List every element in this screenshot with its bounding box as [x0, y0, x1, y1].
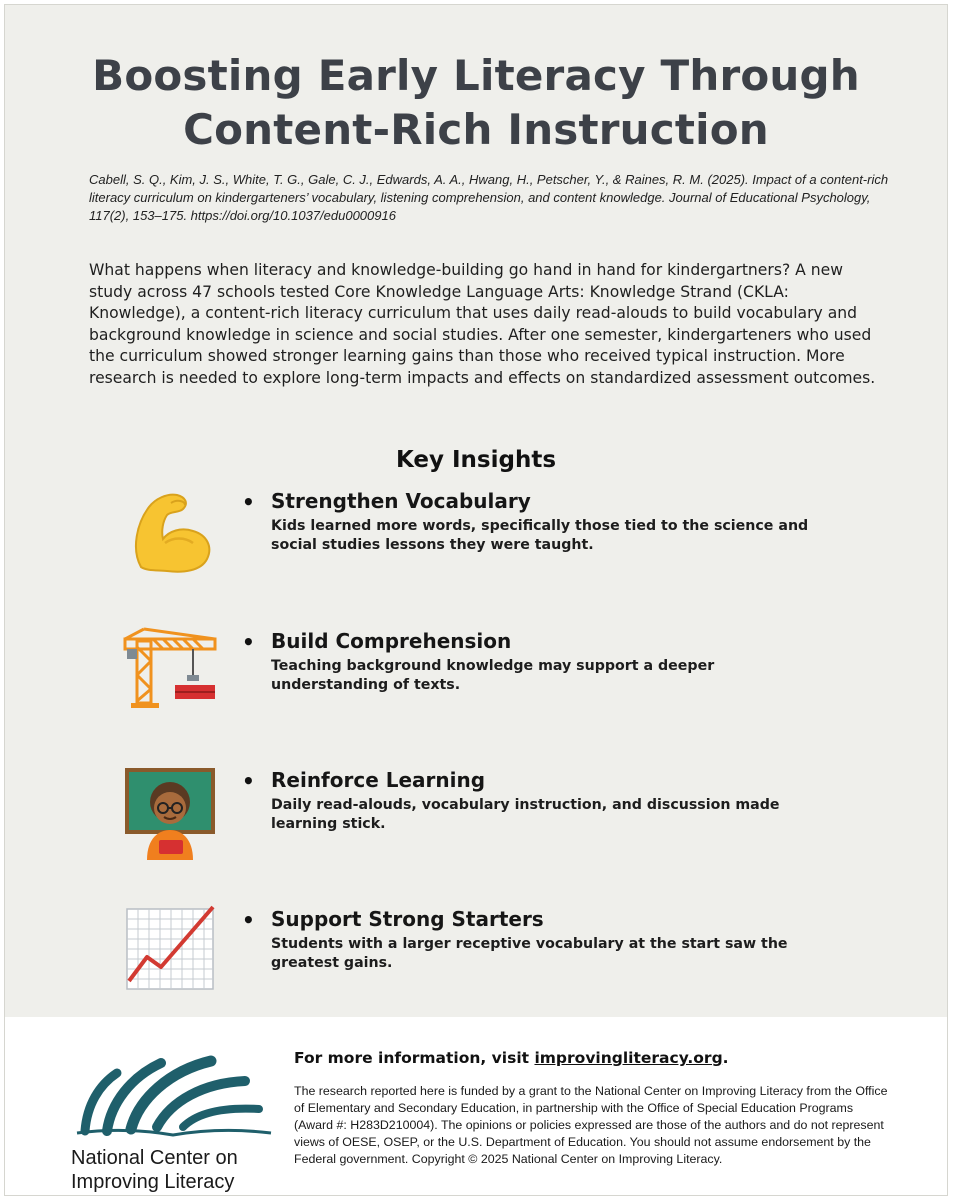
insight-description: Students with a larger receptive vocabulary at the start saw the greatest gains. [271, 936, 788, 971]
bullet: • [242, 908, 255, 932]
construction-crane-icon [123, 627, 217, 721]
more-info-suffix: . [722, 1049, 729, 1067]
insight-heading: Build Comprehension [271, 629, 512, 653]
ncil-logo [67, 1047, 277, 1197]
infographic-page [4, 4, 948, 1196]
more-info-prefix: For more information, visit [294, 1049, 530, 1067]
logo-text-line-2: Improving Literacy [71, 1171, 235, 1193]
footer [5, 1017, 947, 1195]
bullet: • [242, 490, 255, 514]
key-insights-heading: Key Insights [395, 447, 557, 473]
teacher-icon [123, 766, 217, 860]
intro-paragraph: What happens when literacy and knowledge-building go hand in hand for kindergartners? A new study across 47 schools tested Core Knowledge Language Arts: Knowledge Strand (CKLA: Knowledge), a content-rich literacy curriculum that uses daily read-alouds to build vocabulary and background knowledge in science and social studies. After one semester, kindergarteners who used the curriculum showed stronger learning gains than those who received typical instruction. More research is needed to explore long-term impacts and effects on standardized assessment outcomes. [89, 261, 876, 387]
citation: Cabell, S. Q., Kim, J. S., White, T. G., Gale, C. J., Edwards, A. A., Hwang, H., Petscher, Y., & Raines, R. M. (2025). Impact of a content-rich literacy curriculum on kindergarteners’ vocabulary, listening comprehension, and content knowledge. Journal of Educational Psychology, 117(2), 153–175. https://doi.org/10.1037/edu0000916 [89, 172, 889, 223]
insight-item [5, 905, 947, 1015]
bullet: • [242, 630, 255, 654]
insight-item [5, 627, 947, 737]
insight-description: Daily read-alouds, vocabulary instruction, and discussion made learning stick. [271, 797, 780, 832]
website-link[interactable]: improvingliteracy.org [534, 1049, 723, 1067]
insight-description: Kids learned more words, specifically those tied to the science and social studies lessons they were taught. [271, 518, 809, 553]
title-line-1: Boosting Early Literacy Through [92, 51, 860, 100]
insight-item [5, 487, 947, 597]
insight-description: Teaching background knowledge may support a deeper understanding of texts. [271, 658, 715, 693]
bullet: • [242, 769, 255, 793]
insight-item [5, 766, 947, 876]
book-arcs-icon [73, 1047, 273, 1139]
insight-heading: Support Strong Starters [271, 907, 544, 931]
page-title [35, 49, 917, 157]
title-line-2: Content-Rich Instruction [183, 105, 769, 154]
more-info [294, 1047, 729, 1069]
funding-disclaimer: The research reported here is funded by a grant to the National Center on Improving Literacy from the Office of Elementary and Secondary Education, in partnership with the Office of Special Education Programs (Award #: H283D210004). The opinions or policies expressed are those of the authors and do not represent views of OESE, OSEP, or the U.S. Department of Education. You should not assume endorsement by the Federal government. Copyright © 2025 National Center on Improving Literacy. [294, 1084, 888, 1166]
flexed-biceps-icon [123, 487, 217, 581]
insight-heading: Strengthen Vocabulary [271, 489, 531, 513]
logo-text-line-1: National Center on [71, 1147, 238, 1169]
main-section [5, 5, 947, 1017]
insight-heading: Reinforce Learning [271, 768, 486, 792]
chart-increasing-icon [123, 905, 217, 999]
